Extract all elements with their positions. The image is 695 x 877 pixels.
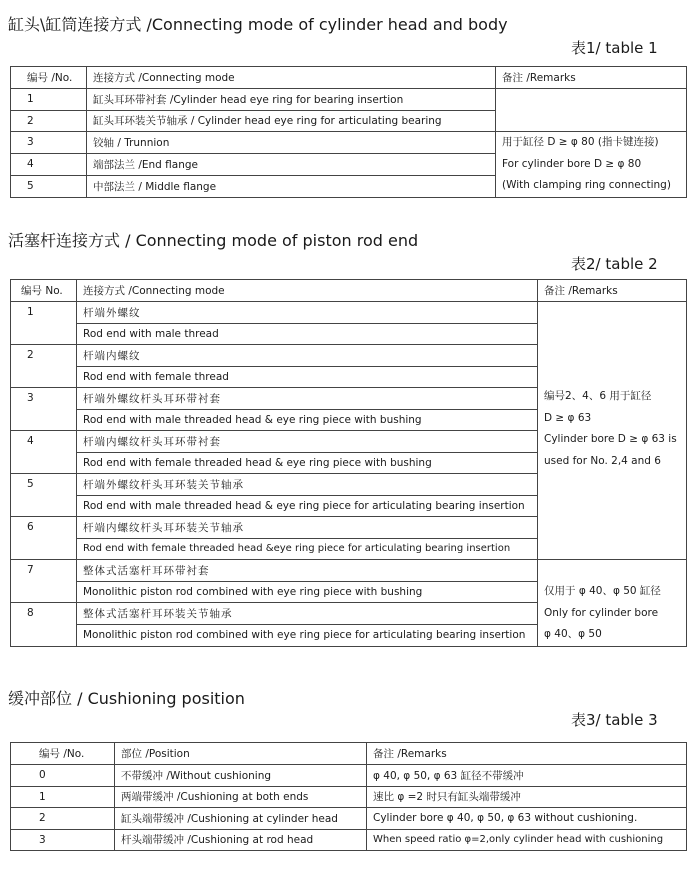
- row-mode-en: Rod end with female threaded head &eye ring piece for articulating bearing insertion: [77, 538, 538, 560]
- table1-header-row: [11, 67, 687, 89]
- table1-header-mode: 连接方式 /Connecting mode: [87, 67, 496, 89]
- row-mode-en: Rod end with male threaded head & eye ring piece with bushing: [77, 409, 538, 431]
- table2-header-no: 编号 No.: [11, 280, 77, 302]
- section1-title: 缸头\缸筒连接方式 /Connecting mode of cylinder head and body: [8, 15, 508, 34]
- remark-line: Cylinder bore D ≥ φ 63 is: [544, 433, 677, 445]
- table2-header-mode: 连接方式 /Connecting mode: [77, 280, 538, 302]
- remark-line: 编号2、4、6 用于缸径: [544, 390, 652, 402]
- table2-header-remarks: 备注 /Remarks: [538, 280, 687, 302]
- row-no: 3: [11, 388, 77, 431]
- row-mode-en: Rod end with female threaded head & eye ring piece with bushing: [77, 452, 538, 474]
- remark-line: Only for cylinder bore: [544, 606, 659, 619]
- table-row: [11, 89, 687, 111]
- table2-caption: 表2/ table 2: [571, 255, 658, 273]
- row-remarks: φ 40, φ 50, φ 63 缸径不带缓冲: [367, 765, 687, 787]
- table1-caption: 表1/ table 1: [571, 39, 658, 57]
- section2-title: 活塞杆连接方式 / Connecting mode of piston rod end: [8, 231, 419, 250]
- row-mode-cn: 整体式活塞杆耳环带衬套: [77, 560, 538, 582]
- row-mode-cn: 杆端外螺纹杆头耳环装关节轴承: [77, 474, 538, 496]
- table3-header-position: 部位 /Position: [115, 743, 367, 765]
- row-position: 杆头端带缓冲 /Cushioning at rod head: [115, 829, 367, 851]
- row-position: 不带缓冲 /Without cushioning: [115, 765, 367, 787]
- row-mode-cn: 杆端外螺纹杆头耳环带衬套: [77, 388, 538, 410]
- section3-title: 缓冲部位 / Cushioning position: [8, 689, 245, 708]
- row-no: 5: [11, 474, 77, 517]
- table3-header-row: [11, 743, 687, 765]
- table1-header-no: 编号 /No.: [11, 67, 87, 89]
- row-remarks: 速比 φ =2 时只有缸头端带缓冲: [367, 786, 687, 808]
- row-mode: 端部法兰 /End flange: [87, 153, 496, 175]
- row-mode-en: Monolithic piston rod combined with eye ring piece with bushing: [77, 581, 538, 603]
- remark-line: (With clamping ring connecting): [502, 179, 671, 191]
- table-row: [11, 808, 687, 830]
- table1: [10, 66, 687, 198]
- table-row: [11, 132, 687, 154]
- row-no: 2: [11, 345, 77, 388]
- row-no: 4: [11, 153, 87, 175]
- row-no: 8: [11, 603, 77, 647]
- table1-remarks: [496, 132, 687, 198]
- row-no: 6: [11, 517, 77, 560]
- row-mode-cn: 杆端外螺纹: [77, 302, 538, 324]
- table2-remarks-b: [538, 560, 687, 647]
- row-no: 4: [11, 431, 77, 474]
- row-no: 7: [11, 560, 77, 603]
- table3-header-no: 编号 /No.: [11, 743, 115, 765]
- row-mode-cn: 杆端内螺纹杆头耳环装关节轴承: [77, 517, 538, 539]
- table2-header-row: [11, 280, 687, 302]
- row-no: 3: [11, 829, 115, 851]
- row-no: 3: [11, 132, 87, 154]
- row-mode-cn: 杆端内螺纹杆头耳环带衬套: [77, 431, 538, 453]
- row-no: 1: [11, 786, 115, 808]
- table-row: [11, 786, 687, 808]
- table2-remarks-a: [538, 302, 687, 560]
- row-mode: 中部法兰 / Middle flange: [87, 175, 496, 197]
- row-mode-en: Rod end with male threaded head & eye ring piece for articulating bearing insertion: [77, 495, 538, 517]
- remark-line: used for No. 2,4 and 6: [544, 454, 661, 467]
- table-row: [11, 302, 687, 324]
- row-no: 5: [11, 175, 87, 197]
- row-no: 0: [11, 765, 115, 787]
- table3-caption: 表3/ table 3: [571, 711, 658, 729]
- remark-line: 仅用于 φ 40、φ 50 缸径: [544, 585, 661, 597]
- remark-line: D ≥ φ 63: [544, 411, 592, 424]
- table1-header-remarks: 备注 /Remarks: [496, 67, 687, 89]
- remark-line: For cylinder bore D ≥ φ 80: [502, 157, 642, 170]
- row-mode-en: Rod end with male thread: [77, 323, 538, 345]
- table2: [10, 279, 687, 647]
- table-row: [11, 765, 687, 787]
- remarks-empty: [496, 89, 687, 132]
- table-row: [11, 829, 687, 851]
- remark-line: 用于缸径 D ≥ φ 80 (指卡键连接): [502, 136, 659, 148]
- row-position: 两端带缓冲 /Cushioning at both ends: [115, 786, 367, 808]
- row-mode: 铰轴 / Trunnion: [87, 132, 496, 154]
- row-mode-en: Monolithic piston rod combined with eye ring piece for articulating bearing insertion: [77, 625, 538, 647]
- remark-line: φ 40、φ 50: [544, 628, 602, 640]
- table3: [10, 742, 687, 851]
- table-row: [11, 560, 687, 582]
- row-mode: 缸头耳环带衬套 /Cylinder head eye ring for bearing insertion: [87, 89, 496, 111]
- row-no: 2: [11, 808, 115, 830]
- table3-header-remarks: 备注 /Remarks: [367, 743, 687, 765]
- row-mode: 缸头耳环装关节轴承 / Cylinder head eye ring for articulating bearing: [87, 110, 496, 132]
- row-no: 1: [11, 89, 87, 111]
- row-no: 1: [11, 302, 77, 345]
- row-position: 缸头端带缓冲 /Cushioning at cylinder head: [115, 808, 367, 830]
- row-mode-cn: 杆端内螺纹: [77, 345, 538, 367]
- row-remarks: Cylinder bore φ 40, φ 50, φ 63 without cushioning.: [367, 808, 687, 830]
- row-mode-cn: 整体式活塞杆耳环装关节轴承: [77, 603, 538, 625]
- row-no: 2: [11, 110, 87, 132]
- row-remarks: When speed ratio φ=2,only cylinder head with cushioning: [367, 829, 687, 851]
- row-mode-en: Rod end with female thread: [77, 366, 538, 388]
